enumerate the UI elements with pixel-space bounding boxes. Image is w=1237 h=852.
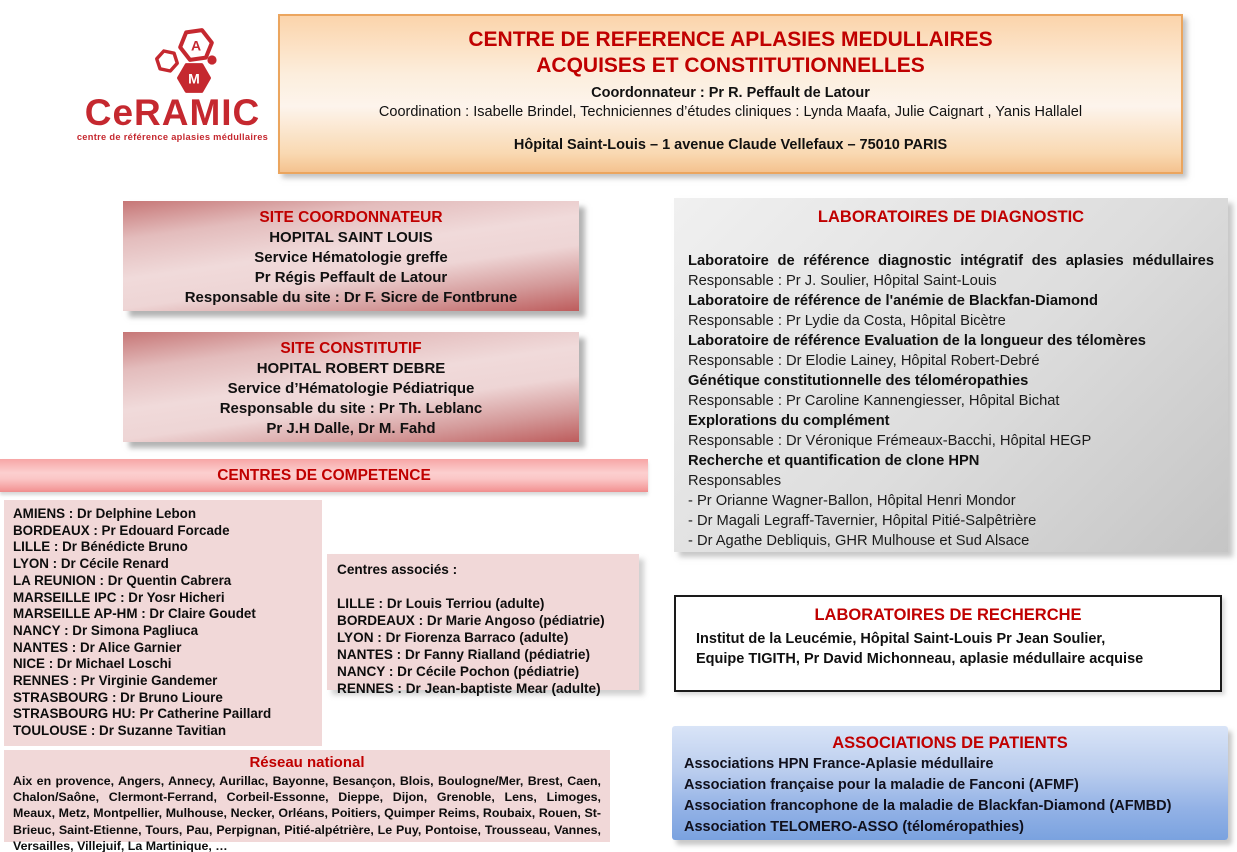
site-constitutif-box [123, 332, 579, 442]
centres-associes-title: Centres associés : [337, 562, 458, 577]
logo-dot-icon [207, 55, 216, 64]
centre-item: TOULOUSE : Dr Suzanne Tavitian [13, 723, 227, 739]
centre-associe-item: NANTES : Dr Fanny Rialland (pédiatrie) [337, 647, 591, 662]
logo-letter-m: M [187, 70, 200, 87]
laboratoires-recherche-box [674, 595, 1222, 692]
header-coordinator: Coordonnateur : Pr R. Peffault de Latour [591, 85, 870, 101]
logo-name: CeRAMIC [84, 92, 261, 133]
associations-patients-box [672, 726, 1228, 840]
centres-competence-banner: CENTRES DE COMPETENCE [0, 459, 648, 492]
site-line: Pr J.H Dalle, Dr M. Fahd [266, 420, 436, 437]
diagnostic-lab-responsable: Responsable : Pr Lydie da Costa, Hôpital Bicètre [688, 313, 1006, 329]
laboratoires-recherche-title: LABORATOIRES DE RECHERCHE [814, 606, 1082, 624]
diagnostic-lab-name: Recherche et quantification de clone HPN [688, 453, 980, 469]
reseau-national-title: Réseau national [249, 754, 365, 771]
centre-item: AMIENS : Dr Delphine Lebon [13, 506, 197, 521]
centre-item: LILLE : Dr Bénédicte Bruno [13, 539, 188, 555]
spacer [337, 578, 629, 595]
centres-associes-box [327, 554, 639, 696]
centre-item: MARSEILLE IPC : Dr Yosr Hicheri [13, 589, 225, 605]
centre-item: NICE : Dr Michael Loschi [13, 656, 172, 672]
association-item: Association TELOMERO-ASSO (téloméropathies) [684, 819, 1024, 835]
centre-item: RENNES : Pr Virginie Gandemer [13, 673, 218, 689]
site-coordonnateur-box [123, 201, 579, 311]
diagnostic-lab-responsable: Responsable : Dr Elodie Lainey, Hôpital Robert-Debré [688, 353, 1040, 369]
centre-associe-item: LILLE : Dr Louis Terriou (adulte) [337, 596, 545, 611]
association-item: Association française pour la maladie de Fanconi (AFMF) [684, 777, 1079, 793]
laboratoires-diagnostic-box [674, 198, 1228, 552]
diagnostic-lab-name: Explorations du complément [688, 413, 890, 429]
centre-associe-item: RENNES : Dr Jean-baptiste Mear (adulte) [337, 681, 601, 696]
header-title-line2: ACQUISES ET CONSTITUTIONNELLES [536, 54, 925, 77]
diagnostic-lab-name: Laboratoire de référence de l'anémie de Blackfan-Diamond [688, 293, 1098, 309]
diagnostic-responsables-label: Responsables [688, 473, 782, 489]
diagnostic-lab-responsable: Responsable : Pr Caroline Kannengiesser, Hôpital Bichat [688, 393, 1060, 409]
laboratoires-diagnostic-title: LABORATOIRES DE DIAGNOSTIC [817, 208, 1085, 226]
site-constitutif-title: SITE CONSTITUTIF [280, 340, 422, 357]
header-address: Hôpital Saint-Louis – 1 avenue Claude Vellefaux – 75010 PARIS [513, 137, 948, 153]
centre-item: MARSEILLE AP-HM : Dr Claire Goudet [13, 606, 256, 622]
header-coordination-team: Coordination : Isabelle Brindel, Techniciennes d’études cliniques : Lynda Maafa, Julie Caignart , Yanis Hallalel [378, 104, 1083, 120]
centre-item: NANTES : Dr Alice Garnier [13, 639, 182, 655]
site-line: Service d’Hématologie Pédiatrique [227, 380, 475, 397]
diagnostic-lab-name: Génétique constitutionnelle des téloméropathies [688, 373, 1029, 389]
site-line: HOPITAL ROBERT DEBRE [256, 360, 446, 377]
centre-item: STRASBOURG HU: Pr Catherine Paillard [13, 706, 272, 722]
associations-patients-title: ASSOCIATIONS DE PATIENTS [832, 734, 1068, 752]
logo-tagline: centre de référence aplasies médullaires [76, 132, 269, 142]
centre-item: LYON : Dr Cécile Renard [13, 556, 169, 572]
centre-item: BORDEAUX : Pr Edouard Forcade [13, 522, 230, 538]
centres-competence-list [4, 500, 322, 746]
centre-associe-item: BORDEAUX : Dr Marie Angoso (pédiatrie) [337, 613, 605, 628]
association-item: Associations HPN France-Aplasie médullaire [684, 756, 994, 772]
ceramic-hexagons-icon [88, 22, 258, 94]
header-box [278, 14, 1183, 174]
centre-associe-item: NANCY : Dr Cécile Pochon (pédiatrie) [337, 664, 580, 679]
diagnostic-responsable-item: - Pr Orianne Wagner-Ballon, Hôpital Henri Mondor [688, 493, 1016, 509]
diagnostic-lab-responsable: Responsable : Dr Véronique Frémeaux-Bacchi, Hôpital HEGP [688, 433, 1092, 449]
centre-item: NANCY : Dr Simona Pagliuca [13, 622, 199, 638]
site-line: Pr Régis Peffault de Latour [254, 269, 448, 286]
diagnostic-responsable-item: - Dr Agathe Debliquis, GHR Mulhouse et Sud Alsace [688, 533, 1030, 549]
reseau-national-box [4, 750, 610, 852]
site-line: Service Hématologie greffe [254, 249, 448, 266]
diagnostic-lab-responsable: Responsable : Pr J. Soulier, Hôpital Saint-Louis [688, 273, 997, 289]
header-title-line1: CENTRE DE REFERENCE APLASIES MEDULLAIRES [468, 28, 993, 51]
diagnostic-responsable-item: - Dr Magali Legraff-Tavernier, Hôpital Pitié-Salpêtrière [688, 513, 1037, 529]
site-coordonnateur-title: SITE COORDONNATEUR [259, 209, 443, 226]
centre-item: STRASBOURG : Dr Bruno Lioure [13, 689, 223, 705]
centre-associe-item: LYON : Dr Fiorenza Barraco (adulte) [337, 630, 569, 645]
recherche-line: Institut de la Leucémie, Hôpital Saint-Louis Pr Jean Soulier, [696, 631, 1106, 647]
ceramic-logo [70, 22, 275, 142]
diagnostic-lab-name: Laboratoire de référence Evaluation de la longueur des télomères [688, 333, 1146, 349]
diagnostic-lab-name: Laboratoire de référence diagnostic intégratif des aplasies médullaires [688, 253, 1214, 269]
association-item: Association francophone de la maladie de Blackfan-Diamond (AFMBD) [684, 798, 1172, 814]
centre-item: LA REUNION : Dr Quentin Cabrera [13, 572, 232, 588]
site-line: Responsable du site : Pr Th. Leblanc [219, 400, 483, 417]
reseau-national-cities: Aix en provence, Angers, Annecy, Aurillac, Bayonne, Besançon, Blois, Boulogne/Mer, Brest, Caen, Chalon/Saône, Clermont-Ferrand, Corbeil-Essonne, Dieppe, Dijon, Grenoble, Lens, Limoges, Meaux, Metz, Montpellier, Mulhouse, Necker, Orléans, Poitiers, Quimper Reims, Roubaix, Rouen, St-Brieuc, Saint-Etienne, Tours, Pau, Perpignan, Pitié-alpétrière, Le Puy, Pontoise, Trousseau, Vannes, Versailles, Villejuif, La Martinique, … [13, 774, 601, 852]
site-line: Responsable du site : Dr F. Sicre de Fontbrune [184, 289, 518, 306]
logo-letter-a: A [190, 37, 201, 54]
site-line: HOPITAL SAINT LOUIS [269, 229, 433, 246]
recherche-line: Equipe TIGITH, Pr David Michonneau, aplasie médullaire acquise [696, 651, 1144, 667]
